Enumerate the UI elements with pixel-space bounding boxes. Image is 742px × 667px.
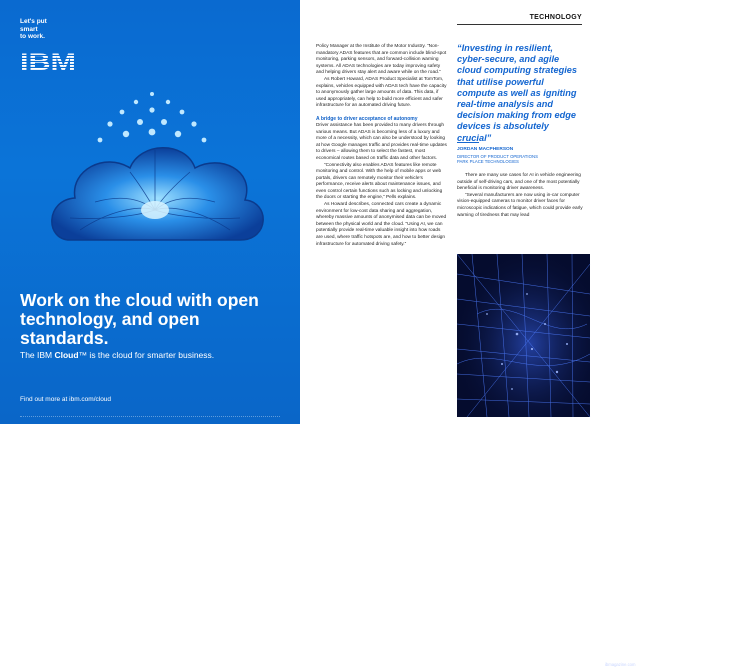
cloud-sculpture-icon <box>40 90 270 270</box>
quote-title-line-1: DIRECTOR OF PRODUCT OPERATIONS <box>457 154 538 159</box>
paragraph: As Robert Howard, ADAS Product Specialist at TomTom, explains, vehicles equipped with ADAS tech have the capacity to anonymously gather large amounts of data. This data, if used appropriately, can help to build more efficient and safer infrastructure for an automated driving future. <box>316 76 447 109</box>
city-map-photo <box>457 254 742 667</box>
sub-bold: Cloud <box>54 350 79 360</box>
article-column-1 <box>316 44 448 248</box>
section-label: TECHNOLOGY <box>529 14 582 21</box>
section-rule <box>457 24 582 25</box>
article-column-2 <box>457 173 583 219</box>
tagline-line-3: to work. <box>20 33 45 40</box>
photo-credit: ibmagazine.com <box>605 662 636 667</box>
paragraph: As Howard describes, connected cars create a dynamic environment for low-cost data sharing and aggregation, whereby massive amounts of anonymised data can be moved between the physical world and the cloud. “Using AI, we can potentially provide real-time valuable insight into how roads are used, where traffic hotspots are, and how to better design infrastructure for automated driving safety.” <box>316 202 447 247</box>
city-network-icon <box>457 254 590 417</box>
tagline-line-1: Let's put <box>20 18 47 25</box>
ad-fine-print <box>20 416 280 418</box>
ibm-advert <box>0 0 300 424</box>
paragraph: There are many use cases for AI in vehicle engineering outside of self-driving cars, and one of the most potentially beneficial is monitoring driver awareness. <box>457 173 581 192</box>
sub-suffix: ™ is the cloud for smarter business. <box>78 350 215 360</box>
tagline-line-2: smart <box>20 25 38 33</box>
quote-attribution-name: JORDAN MACPHERSON <box>457 147 514 152</box>
quote-rule <box>457 142 479 143</box>
paragraph: Policy Manager at the Institute of the Motor Industry. “Non-mandatory ADAS features that are common include blind-spot monitoring, parking sensors, and forward-collision warning systems. All ADAS technologies are today improving safety and helping drivers stay alert and aware while on the road.” <box>316 44 447 76</box>
paragraph: Driver assistance has been provided to many drivers through various means. But ADAS is becoming less of a luxury and more of a necessity, which can also be understood by looking at how Google manages traffic and provides real-time updates to drivers – allowing them to select the fastest, most economical routes based on traffic data and other factors. <box>316 122 447 161</box>
paragraph: “Several manufacturers are now using in-car computer vision-equipped cameras to monitor driver faces for microscopic indications of fatigue, which could provide early warning of tiredness that may lead <box>457 192 583 218</box>
ibm-logo-icon <box>20 50 76 72</box>
ad-tagline <box>20 18 47 41</box>
ad-headline: Work on the cloud with open technology, and open standards. <box>20 290 259 348</box>
paragraph: “Connectivity also enables ADAS features like remote monitoring and control. With the help of mobile apps or web portals, drivers can remotely monitor their vehicle’s performance, receive alerts about maintenance issues, and even control certain functions such as locking and unlocking the doors or starting the engine,” Pells explains. <box>316 162 443 201</box>
article-subhead: A bridge to driver acceptance of autonomy <box>316 115 418 122</box>
page-number: 115 <box>732 661 742 667</box>
pull-quote: “Investing in resilient, cyber-secure, and agile cloud computing strategies that utilise powerful compute as well as igniting real-time analysis and decision making from edge devices is absolutely crucial” <box>457 43 577 143</box>
quote-title-line-2: PARK PLACE TECHNOLOGIES <box>457 159 519 165</box>
ad-subline <box>20 350 214 360</box>
ad-find-out-link[interactable]: Find out more at ibm.com/cloud <box>20 396 112 403</box>
quote-attribution-title <box>457 154 577 165</box>
sub-prefix: The IBM <box>20 350 55 360</box>
article-page <box>300 0 742 667</box>
